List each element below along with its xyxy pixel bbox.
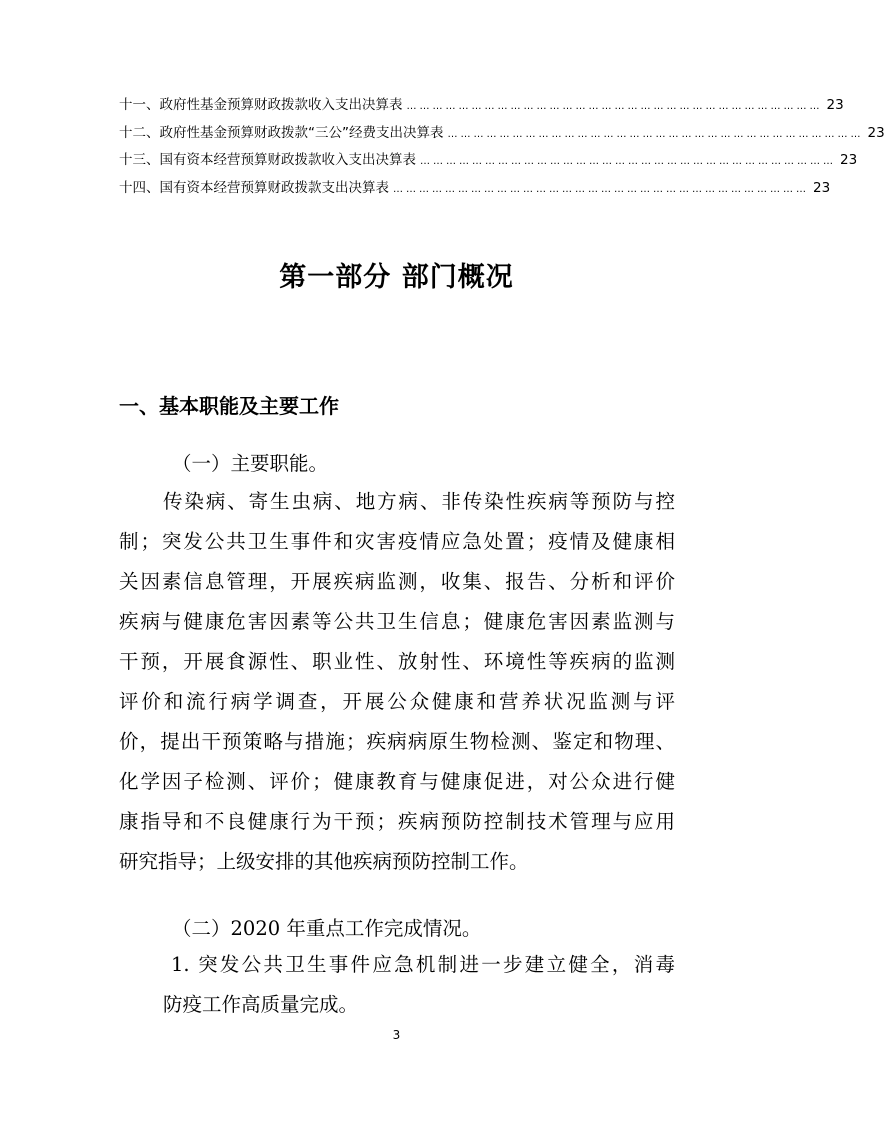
paragraph-line: 防疫工作高质量完成。 xyxy=(163,993,359,1016)
toc-entry[interactable] xyxy=(119,148,858,176)
toc-leader-dots: …………………………………………………………………………………… xyxy=(393,184,809,196)
paragraph-line: 制；突发公共卫生事件和灾害疫情应急处置；疫情及健康相 xyxy=(119,530,675,553)
toc-entry-title: 十二、政府性基金预算财政拨款“三公”经费支出决算表 xyxy=(119,124,444,141)
section-heading: 一、基本职能及主要工作 xyxy=(119,394,339,418)
subsection-heading-functions: （一）主要职能。 xyxy=(172,452,329,475)
toc-entry-title: 十一、政府性基金预算财政拨款收入支出决算表 xyxy=(119,97,403,113)
part-title: 第一部分 部门概况 xyxy=(279,262,514,293)
toc-entry[interactable] xyxy=(119,121,885,149)
functions-paragraph xyxy=(119,482,675,882)
item1-paragraph xyxy=(119,945,675,1025)
toc-leader-dots: …………………………………………………………………………………… xyxy=(406,101,823,112)
toc-entry[interactable] xyxy=(119,176,831,204)
table-of-contents xyxy=(119,93,885,204)
toc-entry-page: 23 xyxy=(840,152,858,169)
paragraph-line: 评价和流行病学调查，开展公众健康和营养状况监测与评 xyxy=(119,690,675,713)
toc-entry-title: 十三、国有资本经营预算财政拨款收入支出决算表 xyxy=(119,152,416,169)
toc-entry-page: 23 xyxy=(867,124,885,141)
toc-leader-dots: …………………………………………………………………………………… xyxy=(447,128,864,140)
paragraph-line: 传染病、寄生虫病、地方病、非传染性疾病等预防与控 xyxy=(163,490,675,513)
toc-entry-page: 23 xyxy=(826,97,844,113)
page-number: 3 xyxy=(392,1028,401,1042)
toc-leader-dots: …………………………………………………………………………………… xyxy=(420,156,836,168)
paragraph-line: 研究指导；上级安排的其他疾病预防控制工作。 xyxy=(119,850,529,873)
toc-entry-page: 23 xyxy=(813,180,831,197)
paragraph-line: 化学因子检测、评价；健康教育与健康促进，对公众进行健 xyxy=(119,770,675,793)
paragraph-line: 疾病与健康危害因素等公共卫生信息；健康危害因素监测与 xyxy=(119,610,675,633)
paragraph-line: 价，提出干预策略与措施；疾病病原生物检测、鉴定和物理、 xyxy=(119,730,675,753)
subsection-heading-2020-work: （二）2020 年重点工作完成情况。 xyxy=(172,917,482,940)
paragraph-line: 康指导和不良健康行为干预；疾病预防控制技术管理与应用 xyxy=(119,810,675,833)
toc-entry[interactable] xyxy=(119,93,844,121)
paragraph-line: 关因素信息管理，开展疾病监测，收集、报告、分析和评价 xyxy=(119,570,675,593)
paragraph-line: 1. 突发公共卫生事件应急机制进一步建立健全，消毒 xyxy=(171,953,675,976)
paragraph-line: 干预，开展食源性、职业性、放射性、环境性等疾病的监测 xyxy=(119,650,675,673)
toc-entry-title: 十四、国有资本经营预算财政拨款支出决算表 xyxy=(119,180,389,197)
